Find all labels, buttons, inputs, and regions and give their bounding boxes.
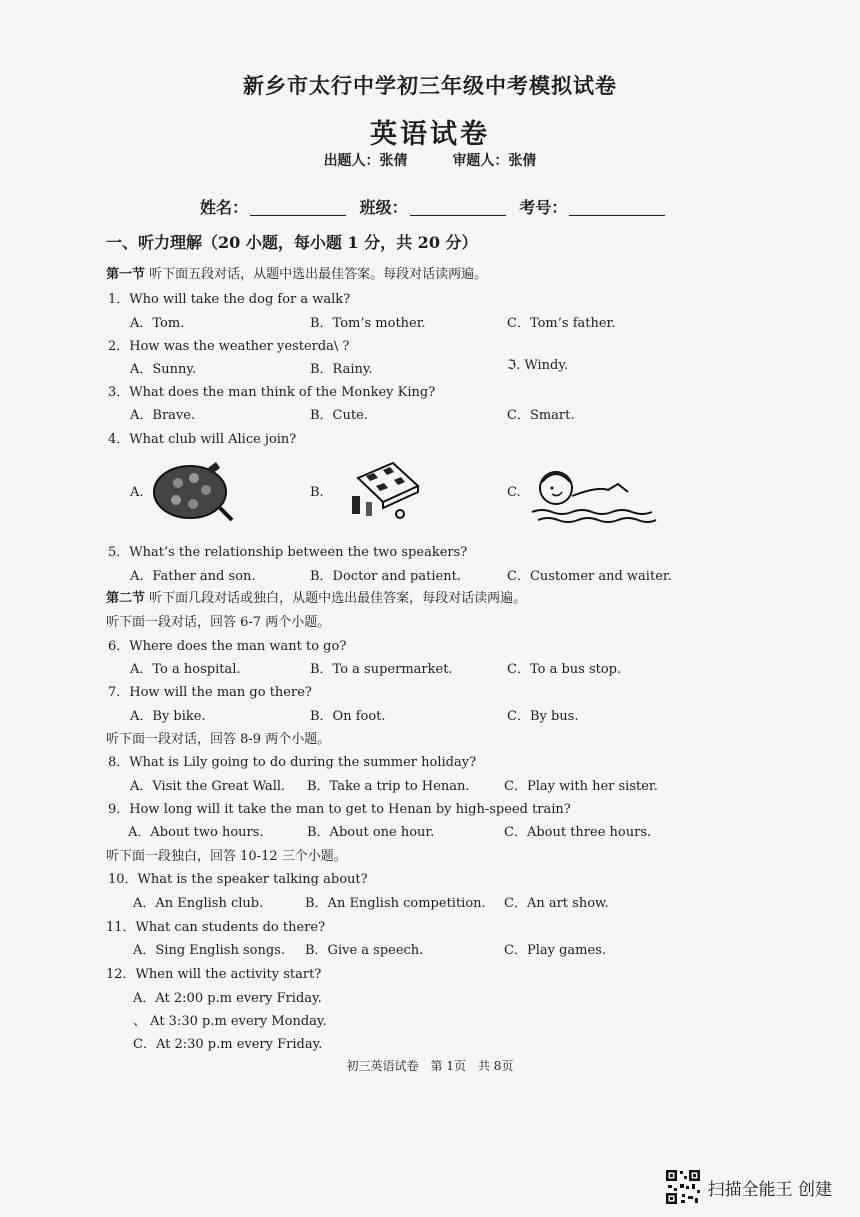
option-c: C．Smart. bbox=[507, 408, 575, 423]
option-c: C．To a bus stop. bbox=[507, 662, 622, 677]
question-stem: 8．What is Lily going to do during the summer holiday? bbox=[108, 755, 477, 770]
part2-instruction bbox=[106, 587, 526, 606]
intro-8-9: 听下面一段对话，回答 8-9 两个小题。 bbox=[106, 732, 331, 747]
part2-tag: 第二节 bbox=[106, 591, 146, 606]
swimming-picture bbox=[528, 462, 658, 524]
option-c: ℑ. Windy. bbox=[507, 358, 569, 373]
option-a: A．At 2:00 p.m every Friday. bbox=[133, 991, 322, 1006]
option-a: A．An English club. bbox=[133, 896, 264, 911]
question-stem: 7．How will the man go there? bbox=[108, 685, 312, 700]
option-c: C．An art show. bbox=[504, 896, 609, 911]
watermark-text: 扫描全能王 创建 bbox=[707, 1179, 832, 1200]
school-title: 新乡市太行中学初三年级中考模拟试卷 bbox=[243, 73, 617, 98]
class-blank[interactable] bbox=[410, 201, 506, 216]
option-b: B．Take a trip to Henan. bbox=[307, 779, 470, 794]
question-stem: 5．What’s the relationship between the two speakers? bbox=[108, 545, 468, 560]
option-c: C．Tom’s father. bbox=[507, 316, 616, 331]
option-a: A. bbox=[130, 485, 144, 500]
student-info-fields bbox=[200, 195, 673, 218]
option-b: B．Cute. bbox=[310, 408, 368, 423]
author: 出题人：张倩 bbox=[323, 153, 408, 169]
option-b: B．To a supermarket. bbox=[310, 662, 453, 677]
question-stem: 6．Where does the man want to go? bbox=[108, 639, 347, 654]
question-stem: 3．What does the man think of the Monkey King? bbox=[108, 385, 436, 400]
section-title: 一、听力理解（20 小题，每小题 1 分，共 20 分） bbox=[106, 233, 478, 252]
question-stem: 4．What club will Alice join? bbox=[108, 432, 297, 447]
part1-tag: 第一节 bbox=[106, 267, 146, 282]
option-a: A．To a hospital. bbox=[130, 662, 241, 677]
option-b: 、 At 3:30 p.m every Monday. bbox=[133, 1014, 327, 1029]
option-b: B．About one hour. bbox=[307, 825, 435, 840]
question-stem: 10．What is the speaker talking about? bbox=[108, 872, 368, 887]
reviewer: 审题人：张倩 bbox=[452, 153, 537, 169]
option-c: C. bbox=[507, 485, 521, 500]
qr-code-icon bbox=[664, 1168, 702, 1206]
id-label: 考号： bbox=[519, 198, 568, 217]
name-blank[interactable] bbox=[250, 201, 346, 216]
subject-title: 英语试卷 bbox=[370, 119, 490, 150]
option-b: B．Tom’s mother. bbox=[310, 316, 426, 331]
part1-instruction bbox=[106, 263, 487, 282]
answer-mark: 、 bbox=[133, 1014, 147, 1029]
option-c: C．Play games. bbox=[504, 943, 606, 958]
option-b: B．An English competition. bbox=[305, 896, 486, 911]
question-stem: 9．How long will it take the man to get to Henan by high-speed train? bbox=[108, 802, 571, 817]
class-label: 班级： bbox=[359, 198, 408, 217]
intro-10-12: 听下面一段独白，回答 10-12 三个小题。 bbox=[106, 849, 347, 864]
option-c: C．Play with her sister. bbox=[504, 779, 658, 794]
chess-picture bbox=[338, 458, 428, 524]
option-b: B．On foot. bbox=[310, 709, 386, 724]
question-stem: 12．When will the activity start? bbox=[106, 967, 322, 982]
part1-text: 听下面五段对话，从题中选出最佳答案。每段对话读两遍。 bbox=[149, 267, 488, 282]
question-stem: 1．Who will take the dog for a walk? bbox=[108, 292, 351, 307]
option-a: A．By bike. bbox=[130, 709, 206, 724]
option-a: A．Sunny. bbox=[130, 362, 197, 377]
option-b: B．Give a speech. bbox=[305, 943, 424, 958]
option-a: A．Father and son. bbox=[130, 569, 256, 584]
name-label: 姓名： bbox=[200, 198, 249, 217]
option-a: A．Brave. bbox=[130, 408, 196, 423]
option-c: C．About three hours. bbox=[504, 825, 652, 840]
option-a: A．Visit the Great Wall. bbox=[130, 779, 286, 794]
scanner-watermark bbox=[664, 1168, 832, 1206]
option-c: C．By bus. bbox=[507, 709, 579, 724]
option-a: A．Tom. bbox=[130, 316, 185, 331]
page-footer: 初三英语试卷 第 1页 共 8页 bbox=[346, 1059, 514, 1073]
question-stem: 11．What can students do there? bbox=[106, 920, 326, 935]
option-c: C．At 2:30 p.m every Friday. bbox=[133, 1037, 323, 1052]
author-line bbox=[0, 150, 860, 170]
intro-6-7: 听下面一段对话，回答 6-7 两个小题。 bbox=[106, 615, 331, 630]
option-c: C．Customer and waiter. bbox=[507, 569, 672, 584]
answer-mark: ℑ. bbox=[507, 358, 521, 373]
palette-picture bbox=[148, 458, 243, 524]
part2-text: 听下面几段对话或独白，从题中选出最佳答案，每段对话读两遍。 bbox=[149, 591, 527, 606]
option-a: A．About two hours. bbox=[128, 825, 264, 840]
id-blank[interactable] bbox=[569, 201, 665, 216]
option-a: A．Sing English songs. bbox=[133, 943, 285, 958]
option-b: B．Doctor and patient. bbox=[310, 569, 461, 584]
question-stem: 2．How was the weather yesterda\ ? bbox=[108, 339, 350, 354]
option-b: B. bbox=[310, 485, 324, 500]
option-b: B．Rainy. bbox=[310, 362, 373, 377]
